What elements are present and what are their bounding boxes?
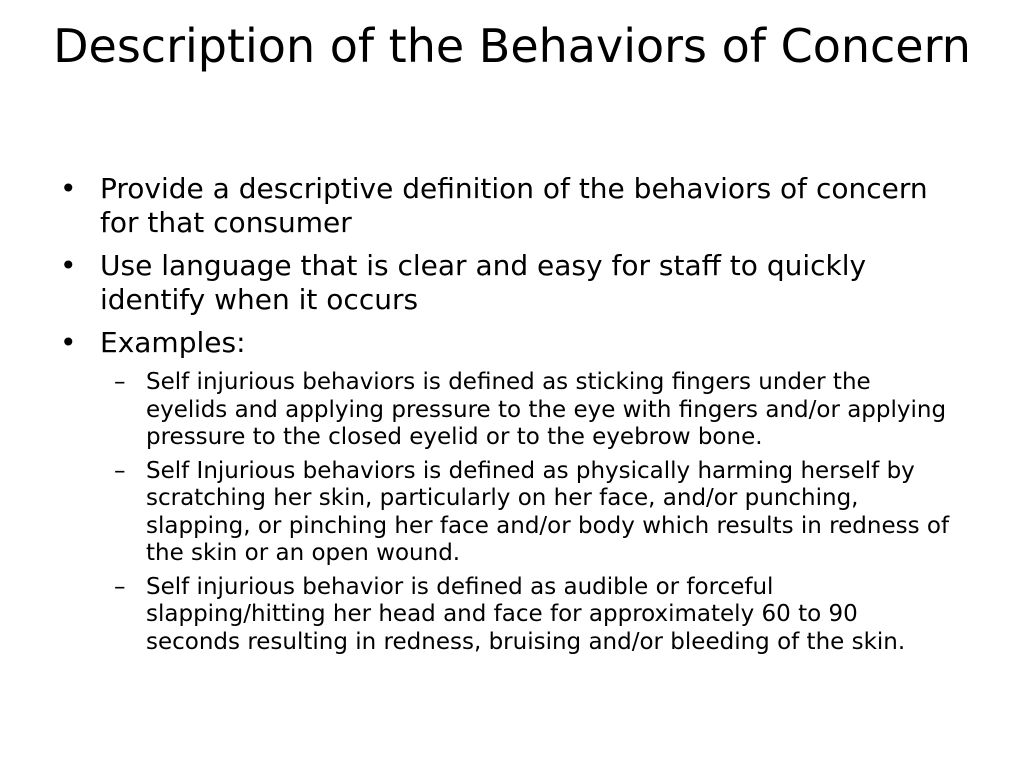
- dash-marker: –: [114, 573, 126, 600]
- bullet-text: Use language that is clear and easy for staff to quickly identify when it occurs: [100, 249, 867, 316]
- example-text: Self injurious behavior is defined as audible or forceful slapping/hitting her head and face for approximately 60 to 90 seconds resulting in redness, bruising and/or bleeding of the skin.: [146, 573, 906, 655]
- example-item: [112, 369, 956, 452]
- bullet-text: Provide a descriptive definition of the behaviors of concern for that consumer: [100, 172, 928, 239]
- example-item: [112, 458, 956, 568]
- dash-marker: –: [114, 369, 126, 395]
- dash-marker: –: [114, 457, 126, 484]
- example-text: Self Injurious behaviors is defined as physically harming herself by scratching her skin, particularly on her face, and/or punching, slapping, or pinching her face and/or body which results in redness of the skin or an open wound.: [146, 457, 950, 566]
- example-text: Self injurious behaviors is defined as sticking fingers under the eyelids and applying pressure to the eye with fingers and/or applying pressure to the closed eyelid or to the eyebrow bone.: [146, 369, 947, 450]
- bullet-text: Examples:: [100, 326, 246, 359]
- bullet-marker: •: [60, 249, 77, 282]
- slide-title: Description of the Behaviors of Concern: [53, 19, 971, 73]
- bullet-item: [56, 172, 956, 240]
- bullet-item: [56, 326, 956, 360]
- bullet-list: [56, 172, 956, 662]
- examples-list: [112, 369, 956, 656]
- bullet-marker: •: [60, 326, 77, 359]
- bullet-item: [56, 249, 956, 317]
- example-item: [112, 574, 956, 657]
- bullet-marker: •: [60, 172, 77, 205]
